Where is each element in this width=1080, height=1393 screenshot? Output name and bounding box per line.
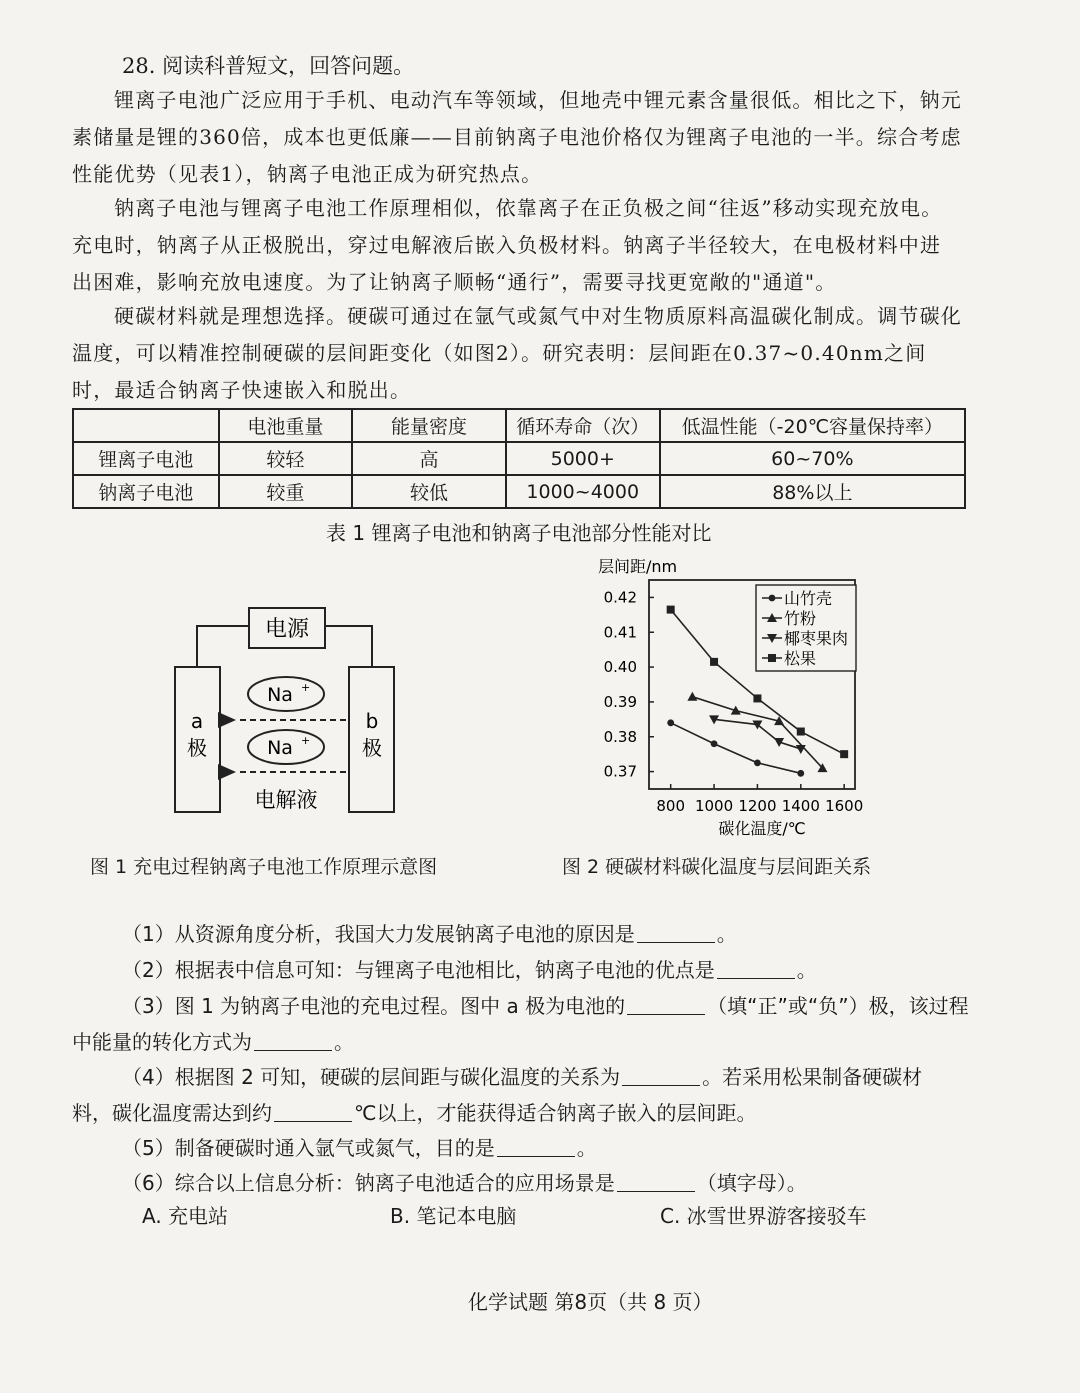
ion-charge: +: [301, 734, 311, 747]
option-a[interactable]: A. 充电站: [142, 1204, 229, 1228]
y-tick-label: 0.37: [603, 762, 637, 781]
data-point: [667, 606, 675, 614]
x-tick-label: 800: [656, 797, 686, 815]
x-tick-label: 1400: [781, 797, 820, 815]
ion-label: Na: [267, 737, 293, 759]
answer-blank[interactable]: [617, 1171, 695, 1192]
data-point: [711, 740, 718, 747]
y-axis-label: 层间距/nm: [598, 557, 678, 576]
table-cell: 较重: [219, 475, 353, 508]
table-cell: 锂离子电池: [73, 442, 219, 475]
answer-blank[interactable]: [717, 958, 795, 979]
table-header-cell: 低温性能（-20℃容量保持率）: [660, 409, 965, 442]
legend-marker: [768, 654, 776, 662]
paragraph-2: 钠离子电池与锂离子电池工作原理相似，依靠离子在正负极之间“往返”移动实现充放电。充电时，钠离子从正极脱出，穿过电解液后嵌入负极材料。钠离子半径较大，在电极材料中进出困难，影响充放电速度。为了让钠离子顺畅“通行”，需要寻找更宽敞的"通道"。: [72, 196, 943, 294]
table-cell: 60~70%: [660, 442, 965, 475]
table-header-cell: 循环寿命（次）: [506, 409, 660, 442]
sub-question-4: （4）根据图 2 可知，硬碳的层间距与碳化温度的关系为 。若采用松果制备硬碳材料，碳化温度需达到约 ℃以上，才能获得适合钠离子嵌入的层间距。: [72, 1065, 923, 1125]
question-title: 28. 阅读科普短文，回答问题。: [122, 54, 415, 78]
legend-entry: 松果: [784, 649, 817, 668]
option-c[interactable]: C. 冰雪世界游客接驳车: [660, 1204, 867, 1228]
table-cell: 1000~4000: [506, 475, 660, 508]
y-tick-label: 0.42: [603, 588, 637, 607]
ion-charge: +: [301, 681, 311, 694]
paragraph-1: 锂离子电池广泛应用于手机、电动汽车等领域，但地壳中锂元素含量很低。相比之下，钠元素储量是锂的360倍，成本也更低廉——目前钠离子电池价格仅为锂离子电池的一半。综合考虑性能优势（见表1），钠离子电池正成为研究热点。: [72, 88, 962, 186]
x-axis-label: 碳化温度/℃: [718, 819, 806, 838]
electrolyte-label: 电解液: [254, 788, 318, 812]
page-footer: 化学试题 第8页（共 8 页）: [468, 1290, 713, 1314]
table-row: [73, 475, 965, 508]
x-tick-label: 1600: [825, 797, 864, 815]
sub-question-6: （6）综合以上信息分析：钠离子电池适合的应用场景是 （填字母）。: [122, 1171, 807, 1195]
series-line-0: [671, 723, 801, 774]
table-header-cell: 能量密度: [352, 409, 506, 442]
paragraph-3: 硬碳材料就是理想选择。硬碳可通过在氩气或氮气中对生物质原料高温碳化制成。调节碳化温度，可以精准控制硬碳的层间距变化（如图2）。研究表明：层间距在0.37~0.40nm之间时，最适合钠离子快速嵌入和脱出。: [72, 304, 962, 402]
data-point: [687, 692, 697, 701]
figure-1-diagram: [160, 595, 420, 825]
performance-table: [72, 408, 966, 509]
answer-blank[interactable]: [627, 994, 705, 1015]
sub-question-2: （2）根据表中信息可知：与锂离子电池相比，钠离子电池的优点是 。: [122, 958, 817, 982]
answer-blank[interactable]: [622, 1065, 700, 1086]
figure-2-chart: [580, 552, 900, 842]
electrode-a-label: 极: [187, 736, 207, 760]
wire-left: [197, 626, 249, 667]
table-header-cell: [73, 409, 219, 442]
data-point: [797, 728, 805, 736]
data-point: [754, 759, 761, 766]
x-tick-label: 1000: [694, 797, 734, 815]
ion-label: Na: [267, 684, 293, 706]
legend-marker: [769, 595, 776, 602]
power-label: 电源: [264, 617, 310, 642]
data-point: [710, 658, 718, 666]
table-cell: 5000+: [506, 442, 660, 475]
sub-question-1: （1）从资源角度分析，我国大力发展钠离子电池的原因是 。: [122, 922, 737, 946]
table-cell: 钠离子电池: [73, 475, 219, 508]
y-tick-label: 0.41: [603, 623, 637, 642]
legend-entry: 椰枣果肉: [784, 629, 849, 648]
answer-blank[interactable]: [274, 1101, 352, 1122]
table-header-cell: 电池重量: [219, 409, 353, 442]
table-cell: 较低: [352, 475, 506, 508]
figure-1-caption: 图 1 充电过程钠离子电池工作原理示意图: [90, 856, 438, 878]
legend-entry: 山竹壳: [784, 589, 833, 608]
table-cell: 88%以上: [660, 475, 965, 508]
table-header-row: [73, 409, 965, 442]
data-point: [840, 750, 848, 758]
option-b[interactable]: B. 笔记本电脑: [390, 1204, 517, 1228]
answer-blank[interactable]: [497, 1136, 575, 1157]
answer-blank[interactable]: [637, 922, 715, 943]
sub-question-5: （5）制备硬碳时通入氩气或氮气，目的是 。: [122, 1136, 597, 1160]
electrode-b-label: 极: [362, 736, 382, 760]
sub-question-3: （3）图 1 为钠离子电池的充电过程。图中 a 极为电池的 （填“正”或“负”）极，该过程中能量的转化方式为 。: [72, 994, 969, 1054]
y-tick-label: 0.40: [603, 658, 637, 677]
data-point: [753, 694, 761, 702]
table-cell: 较轻: [219, 442, 353, 475]
electrode-a-letter: a: [190, 709, 204, 733]
data-point: [667, 719, 674, 726]
electrode-b-letter: b: [365, 709, 379, 733]
y-tick-label: 0.39: [603, 692, 637, 711]
wire-right: [325, 626, 372, 667]
x-tick-label: 1200: [738, 797, 777, 815]
legend-entry: 竹粉: [784, 609, 817, 628]
y-tick-label: 0.38: [603, 727, 637, 746]
answer-blank[interactable]: [254, 1030, 332, 1051]
figure-2-caption: 图 2 硬碳材料碳化温度与层间距关系: [562, 856, 872, 878]
table-row: [73, 442, 965, 475]
table-cell: 高: [352, 442, 506, 475]
data-point: [797, 770, 804, 777]
table-caption: 表 1 锂离子电池和钠离子电池部分性能对比: [326, 521, 712, 545]
